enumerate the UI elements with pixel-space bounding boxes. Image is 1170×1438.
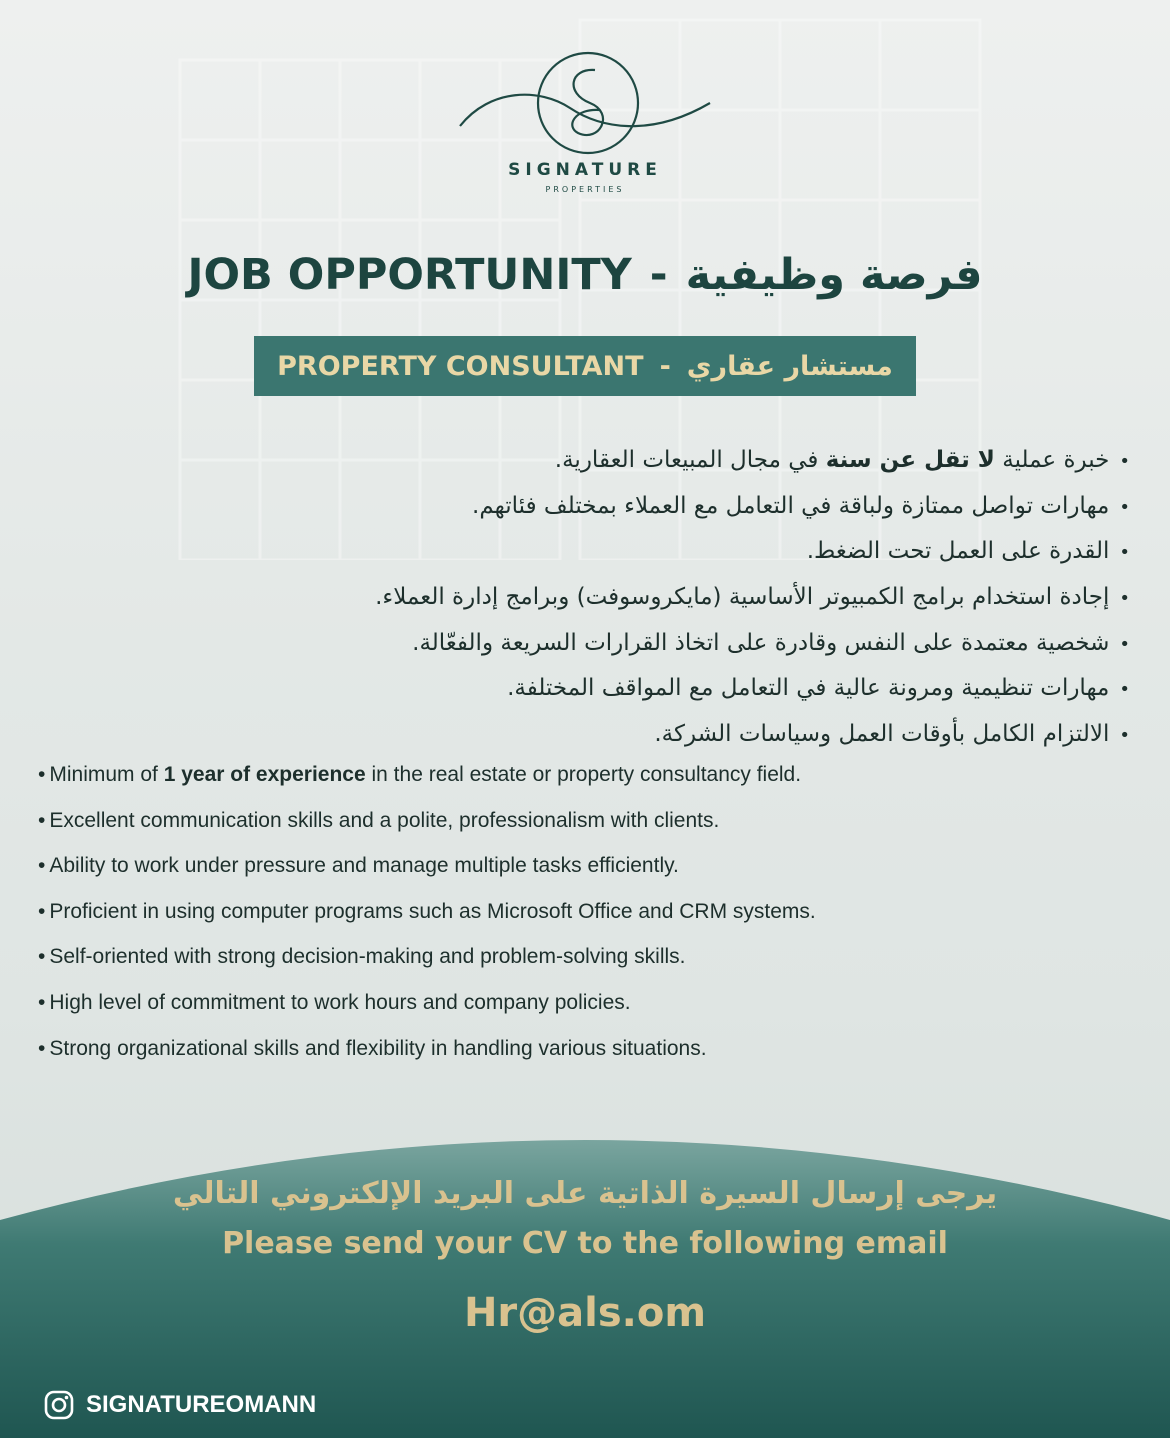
- requirement-text: الالتزام الكامل بأوقات العمل وسياسات الشركة.: [654, 721, 1110, 748]
- role-dash: -: [659, 350, 671, 382]
- title-arabic: فرصة وظيفية: [685, 250, 983, 300]
- english-requirement-item: [38, 843, 1038, 889]
- brand-name: SIGNATURE: [508, 160, 662, 180]
- arabic-requirement-item: [250, 575, 1130, 621]
- english-requirement-item: [38, 752, 1038, 798]
- instagram-icon: [44, 1390, 74, 1420]
- requirement-text: Self-oriented with strong decision-making and problem-solving skills.: [49, 945, 686, 969]
- role-arabic: مستشار عقاري: [686, 350, 893, 382]
- arabic-requirement-item: [250, 529, 1130, 575]
- bullet-dot: •: [38, 808, 46, 832]
- requirement-text: Excellent communication skills and a polite, professionalism with clients.: [49, 808, 720, 832]
- requirement-highlight: 1 year of experience: [163, 763, 366, 786]
- english-requirement-item: [38, 798, 1038, 844]
- bullet-dot: •: [1119, 725, 1130, 747]
- bullet-dot: •: [1119, 633, 1130, 655]
- bottom-teal-band: [0, 1100, 1170, 1438]
- requirement-text: إجادة استخدام برامج الكمبيوتر الأساسية (مايكروسوفت) وبرامج إدارة العملاء.: [375, 584, 1110, 611]
- requirement-text: Strong organizational skills and flexibility in handling various situations.: [49, 1036, 707, 1060]
- cta-english: Please send your CV to the following email: [222, 1226, 948, 1261]
- requirement-text: Minimum of: [49, 763, 164, 786]
- brand-subtitle: PROPERTIES: [545, 185, 625, 194]
- role-english: PROPERTY CONSULTANT: [277, 350, 644, 382]
- instagram-handle[interactable]: [44, 1390, 316, 1420]
- title-dash: -: [649, 250, 668, 300]
- arabic-requirement-item: [250, 666, 1130, 712]
- requirement-text-end: in the real estate or property consultancy field.: [365, 763, 802, 786]
- arabic-requirement-item: [250, 712, 1130, 758]
- instagram-handle-text: SIGNATUREOMANN: [86, 1391, 317, 1418]
- english-requirement-item: [38, 889, 1038, 935]
- english-requirement-item: [38, 934, 1038, 980]
- title-english: JOB OPPORTUNITY: [187, 250, 632, 300]
- bullet-dot: •: [38, 899, 46, 923]
- requirement-text: مهارات تنظيمية ومرونة عالية في التعامل مع المواقف المختلفة.: [507, 675, 1110, 702]
- role-banner: [254, 336, 916, 396]
- bullet-dot: •: [38, 990, 46, 1014]
- english-requirement-item: [38, 980, 1038, 1026]
- english-requirements-list: [38, 752, 1038, 1071]
- bullet-dot: •: [1119, 588, 1130, 610]
- requirement-text: شخصية معتمدة على النفس وقادرة على اتخاذ القرارات السريعة والفعّالة.: [412, 629, 1110, 656]
- bullet-dot: •: [38, 1036, 46, 1060]
- bullet-dot: •: [1119, 451, 1130, 472]
- bullet-dot: •: [38, 763, 46, 786]
- requirement-text-end: في مجال المبيعات العقارية.: [554, 447, 826, 473]
- cta-arabic: يرجى إرسال السيرة الذاتية على البريد الإلكتروني التالي: [172, 1176, 998, 1211]
- bullet-dot: •: [1119, 679, 1130, 701]
- requirement-text: Ability to work under pressure and manage multiple tasks efficiently.: [49, 854, 679, 878]
- arabic-requirement-item: [250, 438, 1130, 484]
- arabic-requirement-item: [250, 484, 1130, 530]
- requirement-text: خبرة عملية: [994, 447, 1110, 473]
- arabic-requirement-item: [250, 621, 1130, 667]
- bullet-dot: •: [1119, 542, 1130, 564]
- arabic-requirements-list: [250, 438, 1130, 758]
- bullet-dot: •: [38, 854, 46, 878]
- requirement-text: مهارات تواصل ممتازة ولباقة في التعامل مع العملاء بمختلف فئاتهم.: [472, 492, 1110, 519]
- requirement-text: القدرة على العمل تحت الضغط.: [806, 538, 1110, 565]
- contact-email[interactable]: Hr@als.om: [463, 1290, 707, 1336]
- requirement-text: High level of commitment to work hours and company policies.: [49, 990, 631, 1014]
- bullet-dot: •: [1119, 496, 1130, 518]
- page-title: [0, 250, 1170, 300]
- bullet-dot: •: [38, 945, 46, 969]
- requirement-highlight: لا تقل عن سنة: [825, 447, 995, 473]
- english-requirement-item: [38, 1026, 1038, 1072]
- requirement-text: Proficient in using computer programs such as Microsoft Office and CRM systems.: [49, 899, 816, 923]
